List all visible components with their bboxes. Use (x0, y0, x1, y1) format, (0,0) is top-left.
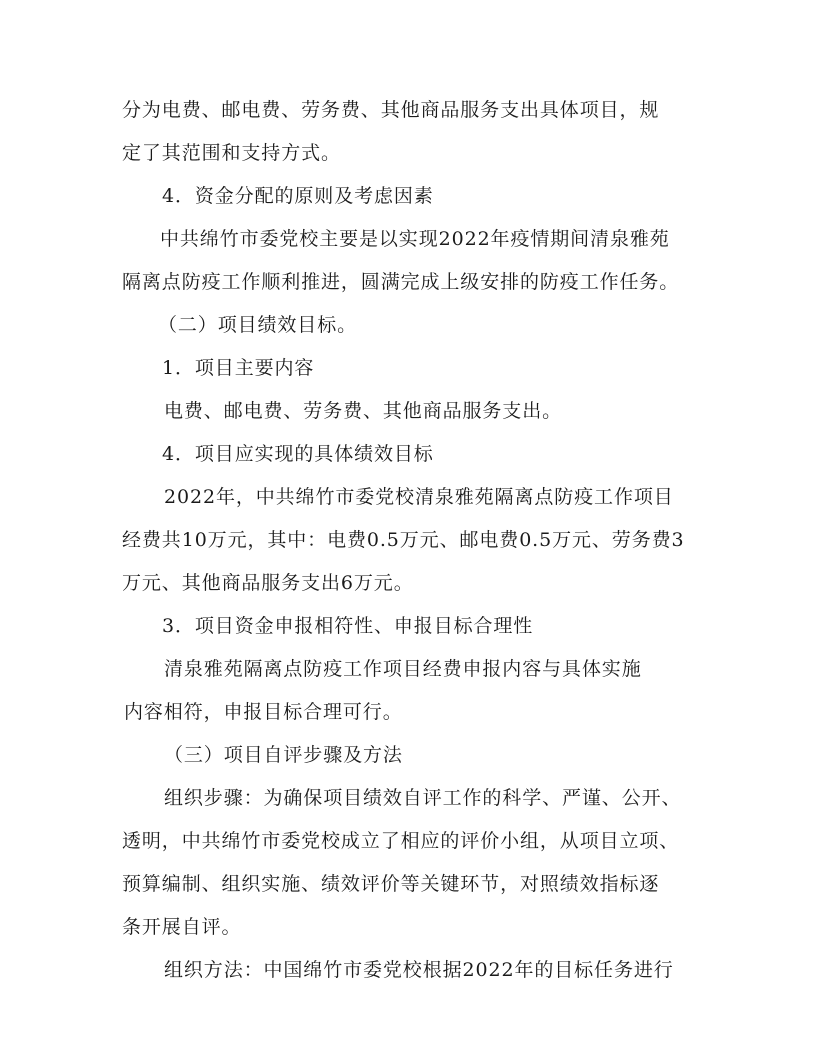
text-line: 条开展自评。 (122, 916, 242, 938)
text-line: 万元、其他商品服务支出6万元。 (122, 572, 414, 594)
section-heading: （三）项目自评步骤及方法 (164, 744, 403, 766)
text-line: 经费共10万元，其中：电费0.5万元、邮电费0.5万元、劳务费3 (122, 529, 685, 551)
section-heading: （二）项目绩效目标。 (158, 314, 358, 336)
text-line: 定了其范围和支持方式。 (122, 142, 341, 164)
text-line: 预算编制、组织实施、绩效评价等关键环节，对照绩效指标逐 (122, 873, 660, 895)
text-line: 中共绵竹市委党校主要是以实现2022年疫情期间清泉雅苑 (160, 228, 670, 250)
section-heading: 1．项目主要内容 (162, 357, 315, 379)
text-line: 电费、邮电费、劳务费、其他商品服务支出。 (164, 400, 563, 422)
section-heading: 4．项目应实现的具体绩效目标 (162, 443, 434, 465)
text-line: 清泉雅苑隔离点防疫工作项目经费申报内容与具体实施 (164, 658, 642, 680)
text-line: 分为电费、邮电费、劳务费、其他商品服务支出具体项目，规 (122, 99, 660, 121)
text-line: 隔离点防疫工作顺利推进，圆满完成上级安排的防疫工作任务。 (122, 271, 680, 293)
text-line: 组织步骤：为确保项目绩效自评工作的科学、严谨、公开、 (164, 787, 682, 809)
section-heading: 4．资金分配的原则及考虑因素 (162, 185, 434, 207)
text-line: 透明，中共绵竹市委党校成立了相应的评价小组，从项目立项、 (122, 830, 680, 852)
text-line: 2022年，中共绵竹市委党校清泉雅苑隔离点防疫工作项目 (164, 486, 674, 508)
section-heading: 3．项目资金申报相符性、申报目标合理性 (162, 615, 534, 637)
text-line: 内容相符，申报目标合理可行。 (124, 701, 403, 723)
text-line: 组织方法：中国绵竹市委党校根据2022年的目标任务进行 (164, 959, 674, 981)
